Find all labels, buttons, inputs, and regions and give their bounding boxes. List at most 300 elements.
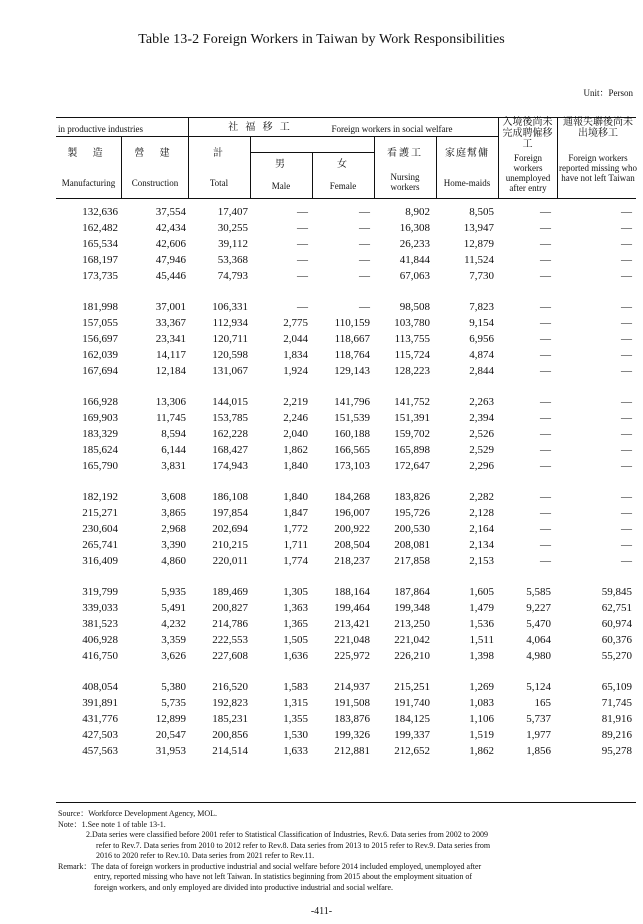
table-cell: 188,164 <box>334 586 370 598</box>
table-cell: 2,394 <box>469 412 494 424</box>
header-home-maids-cjk: 家庭幫傭 <box>445 148 489 159</box>
table-cell: 169,903 <box>82 412 118 424</box>
table-row <box>56 254 636 270</box>
table-cell: 9,154 <box>469 317 494 329</box>
table-cell: 16,308 <box>399 222 430 234</box>
table-cell: 162,039 <box>82 349 118 361</box>
table-cell: 110,159 <box>334 317 370 329</box>
table-cell: 2,775 <box>283 317 308 329</box>
note-1 <box>58 820 638 831</box>
table-cell: — <box>540 412 551 424</box>
table-cell: 33,367 <box>155 317 186 329</box>
table-cell: 181,998 <box>82 301 118 313</box>
table-cell: — <box>297 254 308 266</box>
remark-line-3: foreign workers, and only employed are divided into productive industrial and social welfare. <box>94 882 394 892</box>
table-cell: — <box>621 317 632 329</box>
table-cell: — <box>540 365 551 377</box>
table-row <box>56 365 636 381</box>
table-cell: 1,633 <box>283 745 308 757</box>
table-cell: — <box>621 507 632 519</box>
header-female-cjk: 女 <box>337 159 349 170</box>
table-cell: 5,124 <box>526 681 551 693</box>
note-label: Note： <box>58 819 82 829</box>
table-cell: — <box>297 206 308 218</box>
table-cell: 3,865 <box>161 507 186 519</box>
table-row <box>56 428 636 444</box>
table-cell: 218,237 <box>334 555 370 567</box>
table-cell: 159,702 <box>394 428 430 440</box>
table-cell: 98,508 <box>399 301 430 313</box>
table-row <box>56 539 636 555</box>
table-cell: 183,329 <box>82 428 118 440</box>
table-cell: — <box>621 523 632 535</box>
table-cell: — <box>540 428 551 440</box>
table-row <box>56 507 636 523</box>
table-cell: 2,044 <box>283 333 308 345</box>
table-cell: 1,977 <box>526 729 551 741</box>
table-cell: — <box>297 301 308 313</box>
table-cell: — <box>621 270 632 282</box>
col-sep <box>557 118 558 198</box>
table-row <box>56 586 636 602</box>
table-cell: 381,523 <box>82 618 118 630</box>
table-row <box>56 333 636 349</box>
table-cell: 20,547 <box>155 729 186 741</box>
table-cell: 1,636 <box>283 650 308 662</box>
table-cell: 5,935 <box>161 586 186 598</box>
header-construction-cjk: 營 建 <box>134 148 176 159</box>
table-cell: 196,007 <box>334 507 370 519</box>
table-cell: 144,015 <box>212 396 248 408</box>
table-cell: 65,109 <box>601 681 632 693</box>
remark-line-2: entry, reported missing who have not left Taiwan. In statistics beginning from 2015 about the employment situation of <box>94 872 473 881</box>
table-cell: 9,227 <box>526 602 551 614</box>
note-2-line-3: 2016 to 2020 refer to Rev.10. Data series from 2021 refer to Rev.11. <box>96 851 315 860</box>
table-cell: 7,823 <box>469 301 494 313</box>
table-cell: 215,251 <box>394 681 430 693</box>
table-row <box>56 444 636 460</box>
table-cell: 45,446 <box>155 270 186 282</box>
table-cell: 319,799 <box>82 586 118 598</box>
table-cell: 3,359 <box>161 634 186 646</box>
table-cell: 89,216 <box>601 729 632 741</box>
table-cell: 1,315 <box>283 697 308 709</box>
table-cell: 1,605 <box>469 586 494 598</box>
table-cell: 53,368 <box>217 254 248 266</box>
table-cell: 191,740 <box>394 697 430 709</box>
row-group <box>56 586 636 666</box>
table-cell: 199,337 <box>394 729 430 741</box>
header-male-cjk: 男 <box>275 159 287 170</box>
row-group <box>56 396 636 476</box>
unit-label: Unit：Person <box>583 88 633 98</box>
table-cell: 71,745 <box>601 697 632 709</box>
table-row <box>56 729 636 745</box>
table-cell: 42,606 <box>155 238 186 250</box>
table-cell: 39,112 <box>218 238 248 250</box>
table-cell: 217,858 <box>394 555 430 567</box>
table-cell: 214,937 <box>334 681 370 693</box>
table-cell: 132,636 <box>82 206 118 218</box>
col-sep <box>250 137 251 198</box>
table-cell: 167,694 <box>82 365 118 377</box>
col-sep <box>188 118 189 198</box>
table-cell: — <box>540 523 551 535</box>
table-cell: — <box>621 555 632 567</box>
table-cell: — <box>540 349 551 361</box>
table-row <box>56 713 636 729</box>
table-cell: 1,398 <box>469 650 494 662</box>
table-row <box>56 602 636 618</box>
header-missing-cjk: 通報失聯後尚未出境移工 <box>563 117 633 139</box>
header-sub-rule <box>56 136 498 137</box>
table-cell: 216,520 <box>212 681 248 693</box>
table-cell: 2,296 <box>469 460 494 472</box>
table-row <box>56 555 636 571</box>
table-cell: 1,083 <box>469 697 494 709</box>
table-cell: 4,064 <box>526 634 551 646</box>
table-cell: — <box>540 270 551 282</box>
table-cell: 8,505 <box>469 206 494 218</box>
table-cell: 2,526 <box>469 428 494 440</box>
table-cell: 2,246 <box>283 412 308 424</box>
table-cell: 427,503 <box>82 729 118 741</box>
header-productive-industries: in productive industries <box>58 124 143 134</box>
table-cell: — <box>621 444 632 456</box>
table-cell: 8,594 <box>161 428 186 440</box>
table-cell: — <box>540 539 551 551</box>
table-cell: — <box>359 238 370 250</box>
table-cell: 182,192 <box>82 491 118 503</box>
table-cell: 221,048 <box>334 634 370 646</box>
table-cell: 151,391 <box>394 412 430 424</box>
table-row <box>56 206 636 222</box>
table-cell: 6,956 <box>469 333 494 345</box>
table-cell: 14,117 <box>156 349 186 361</box>
table-cell: 222,553 <box>212 634 248 646</box>
table-cell: 192,823 <box>212 697 248 709</box>
table-cell: 1,583 <box>283 681 308 693</box>
col-sep <box>374 137 375 198</box>
table-cell: 5,735 <box>161 697 186 709</box>
table-cell: 118,764 <box>334 349 370 361</box>
header-manufacturing-cjk: 製 造 <box>67 148 109 159</box>
table-cell: 95,278 <box>601 745 632 757</box>
table-cell: 120,711 <box>212 333 248 345</box>
table-cell: 120,598 <box>212 349 248 361</box>
header-nursing-cjk: 看護工 <box>387 148 423 159</box>
table-cell: 1,505 <box>283 634 308 646</box>
table-cell: — <box>540 444 551 456</box>
table-row <box>56 238 636 254</box>
table-cell: 166,928 <box>82 396 118 408</box>
table-cell: 1,840 <box>283 491 308 503</box>
table-cell: 339,033 <box>82 602 118 614</box>
table-cell: 191,508 <box>334 697 370 709</box>
table-row <box>56 523 636 539</box>
table-cell: 112,934 <box>212 317 248 329</box>
table-cell: 3,831 <box>161 460 186 472</box>
table-cell: 1,774 <box>283 555 308 567</box>
table-cell: 26,233 <box>399 238 430 250</box>
col-sep <box>121 137 122 198</box>
table-cell: 199,326 <box>334 729 370 741</box>
table-cell: 55,270 <box>601 650 632 662</box>
table-cell: 213,250 <box>394 618 430 630</box>
header-missing: Foreign workers reported missing who have not left Taiwan <box>559 153 637 183</box>
table-row <box>56 745 636 761</box>
table-cell: 162,228 <box>212 428 248 440</box>
table-cell: — <box>621 539 632 551</box>
row-group <box>56 681 636 761</box>
table-cell: — <box>297 238 308 250</box>
table-cell: 186,108 <box>212 491 248 503</box>
table-cell: — <box>621 301 632 313</box>
table-cell: — <box>540 460 551 472</box>
table-cell: 200,856 <box>212 729 248 741</box>
table-cell: — <box>540 301 551 313</box>
table-cell: 141,796 <box>334 396 370 408</box>
table-cell: — <box>621 396 632 408</box>
table-cell: 47,946 <box>155 254 186 266</box>
table-cell: 1,519 <box>469 729 494 741</box>
table-cell: 199,464 <box>334 602 370 614</box>
table-cell: — <box>621 333 632 345</box>
header-home-maids: Home-maids <box>443 178 491 188</box>
table-cell: 210,215 <box>212 539 248 551</box>
table-cell: — <box>540 206 551 218</box>
table-cell: 41,844 <box>399 254 430 266</box>
table-row <box>56 317 636 333</box>
row-group <box>56 491 636 571</box>
table-cell: — <box>621 365 632 377</box>
table-cell: 106,331 <box>212 301 248 313</box>
table-cell: 31,953 <box>155 745 186 757</box>
table-cell: 60,376 <box>601 634 632 646</box>
header-male: Male <box>271 181 291 191</box>
table-cell: 160,188 <box>334 428 370 440</box>
table-cell: 11,745 <box>156 412 186 424</box>
table-cell: 202,694 <box>212 523 248 535</box>
table-cell: 173,735 <box>82 270 118 282</box>
table-cell: 12,184 <box>155 365 186 377</box>
table-cell: 1,355 <box>283 713 308 725</box>
table-row <box>56 634 636 650</box>
table-cell: — <box>621 222 632 234</box>
table-row <box>56 301 636 317</box>
table-row <box>56 697 636 713</box>
table-cell: 214,514 <box>212 745 248 757</box>
table-cell: 1,479 <box>469 602 494 614</box>
note-2-line-2: refer to Rev.7. Data series from 2010 to 2012 refer to Rev.8. Data series from 2013 to 2015 refer to Rev.9. Data series from <box>96 840 491 850</box>
table-cell: 157,055 <box>82 317 118 329</box>
table-cell: — <box>540 222 551 234</box>
table-cell: 416,750 <box>82 650 118 662</box>
table-row <box>56 618 636 634</box>
table-cell: 30,255 <box>217 222 248 234</box>
table-cell: 165,790 <box>82 460 118 472</box>
table-cell: 213,421 <box>334 618 370 630</box>
table-cell: 23,341 <box>155 333 186 345</box>
table-cell: 208,504 <box>334 539 370 551</box>
table-cell: — <box>359 206 370 218</box>
table-cell: 115,724 <box>394 349 430 361</box>
table-cell: 7,730 <box>469 270 494 282</box>
table-cell: 391,891 <box>82 697 118 709</box>
table-cell: 5,491 <box>161 602 186 614</box>
table-cell: 3,608 <box>161 491 186 503</box>
table-cell: 230,604 <box>82 523 118 535</box>
table-cell: — <box>621 238 632 250</box>
table-cell: 3,626 <box>161 650 186 662</box>
data-table-body <box>56 206 636 776</box>
table-cell: — <box>359 222 370 234</box>
table-cell: — <box>621 428 632 440</box>
table-cell: 165,534 <box>82 238 118 250</box>
table-cell: 81,916 <box>601 713 632 725</box>
table-cell: 11,524 <box>464 254 494 266</box>
table-cell: — <box>540 333 551 345</box>
table-cell: 59,845 <box>601 586 632 598</box>
table-cell: 195,726 <box>394 507 430 519</box>
table-cell: 2,040 <box>283 428 308 440</box>
table-cell: 1,530 <box>283 729 308 741</box>
table-cell: 1,840 <box>283 460 308 472</box>
table-row <box>56 349 636 365</box>
header-entry: Foreign workers unemployed after entry <box>505 153 551 193</box>
table-cell: — <box>621 460 632 472</box>
table-cell: 199,348 <box>394 602 430 614</box>
table-cell: 406,928 <box>82 634 118 646</box>
table-cell: 189,469 <box>212 586 248 598</box>
table-cell: 37,001 <box>155 301 186 313</box>
table-cell: 212,652 <box>394 745 430 757</box>
table-cell: 2,219 <box>283 396 308 408</box>
table-cell: 37,554 <box>155 206 186 218</box>
table-cell: 1,856 <box>526 745 551 757</box>
table-cell: 8,902 <box>405 206 430 218</box>
source-note: Source：Workforce Development Agency, MOL. <box>58 809 218 818</box>
table-cell: 5,737 <box>526 713 551 725</box>
table-cell: 141,752 <box>394 396 430 408</box>
table-cell: 74,793 <box>217 270 248 282</box>
table-cell: 2,128 <box>469 507 494 519</box>
table-cell: 153,785 <box>212 412 248 424</box>
table-cell: 172,647 <box>394 460 430 472</box>
table-cell: — <box>297 270 308 282</box>
table-cell: 2,844 <box>469 365 494 377</box>
table-cell: 1,106 <box>469 713 494 725</box>
header-bottom-rule <box>56 198 636 199</box>
table-cell: 187,864 <box>394 586 430 598</box>
table-cell: 220,011 <box>212 555 248 567</box>
table-cell: 12,899 <box>155 713 186 725</box>
table-row <box>56 396 636 412</box>
table-cell: 183,876 <box>334 713 370 725</box>
table-title: Table 13-2 Foreign Workers in Taiwan by Work Responsibilities <box>138 32 505 47</box>
table-cell: 4,980 <box>526 650 551 662</box>
table-row <box>56 681 636 697</box>
col-sep <box>498 118 499 198</box>
table-cell: 17,407 <box>217 206 248 218</box>
table-cell: — <box>621 491 632 503</box>
header-total: Total <box>209 178 229 188</box>
table-cell: 67,063 <box>399 270 430 282</box>
table-cell: 431,776 <box>82 713 118 725</box>
header-female: Female <box>329 181 357 191</box>
table-cell: 457,563 <box>82 745 118 757</box>
table-cell: — <box>621 206 632 218</box>
header-nursing: Nursing workers <box>390 172 420 192</box>
page-number: -411- <box>310 906 333 917</box>
col-sep <box>312 152 313 198</box>
table-row <box>56 270 636 286</box>
table-cell: — <box>621 254 632 266</box>
table-cell: 1,772 <box>283 523 308 535</box>
note-2-line-1: 2.Data series were classified before 2001 refer to Statistical Classification of Industries, Rev.6. Data series from 2002 to 2009 <box>86 830 489 839</box>
table-cell: 4,874 <box>469 349 494 361</box>
table-cell: 197,854 <box>212 507 248 519</box>
table-cell: 60,974 <box>601 618 632 630</box>
table-cell: 2,164 <box>469 523 494 535</box>
table-cell: 12,879 <box>463 238 494 250</box>
table-cell: 13,306 <box>155 396 186 408</box>
table-cell: 226,210 <box>394 650 430 662</box>
table-cell: 214,786 <box>212 618 248 630</box>
table-cell: — <box>540 317 551 329</box>
row-group <box>56 301 636 381</box>
table-cell: — <box>297 222 308 234</box>
table-cell: 113,755 <box>394 333 430 345</box>
table-cell: — <box>621 412 632 424</box>
table-cell: 200,922 <box>334 523 370 535</box>
table-cell: 227,608 <box>212 650 248 662</box>
table-cell: 42,434 <box>155 222 186 234</box>
table-cell: 185,624 <box>82 444 118 456</box>
table-cell: 200,827 <box>212 602 248 614</box>
table-cell: 184,268 <box>334 491 370 503</box>
table-cell: 5,470 <box>526 618 551 630</box>
header-social-welfare-cjk: 社 福 移 工 <box>228 122 292 133</box>
table-cell: 168,427 <box>212 444 248 456</box>
table-cell: 1,711 <box>283 539 308 551</box>
table-cell: 212,881 <box>334 745 370 757</box>
table-row <box>56 460 636 476</box>
table-cell: 1,305 <box>283 586 308 598</box>
table-cell: — <box>359 254 370 266</box>
footnotes <box>58 809 638 893</box>
table-cell: 215,271 <box>82 507 118 519</box>
table-cell: 1,834 <box>283 349 308 361</box>
table-cell: — <box>540 491 551 503</box>
table-cell: 151,539 <box>334 412 370 424</box>
table-cell: 408,054 <box>82 681 118 693</box>
table-cell: 265,741 <box>82 539 118 551</box>
table-cell: 173,103 <box>334 460 370 472</box>
table-row <box>56 650 636 666</box>
table-cell: 1,363 <box>283 602 308 614</box>
table-cell: 128,223 <box>394 365 430 377</box>
table-cell: — <box>359 301 370 313</box>
header-entry-cjk: 入境後尚未完成聘僱移工 <box>502 117 553 150</box>
table-row <box>56 412 636 428</box>
table-cell: 4,232 <box>161 618 186 630</box>
table-row <box>56 222 636 238</box>
table-cell: 62,751 <box>601 602 632 614</box>
table-cell: 2,134 <box>469 539 494 551</box>
table-cell: 3,390 <box>161 539 186 551</box>
table-cell: 1,269 <box>469 681 494 693</box>
